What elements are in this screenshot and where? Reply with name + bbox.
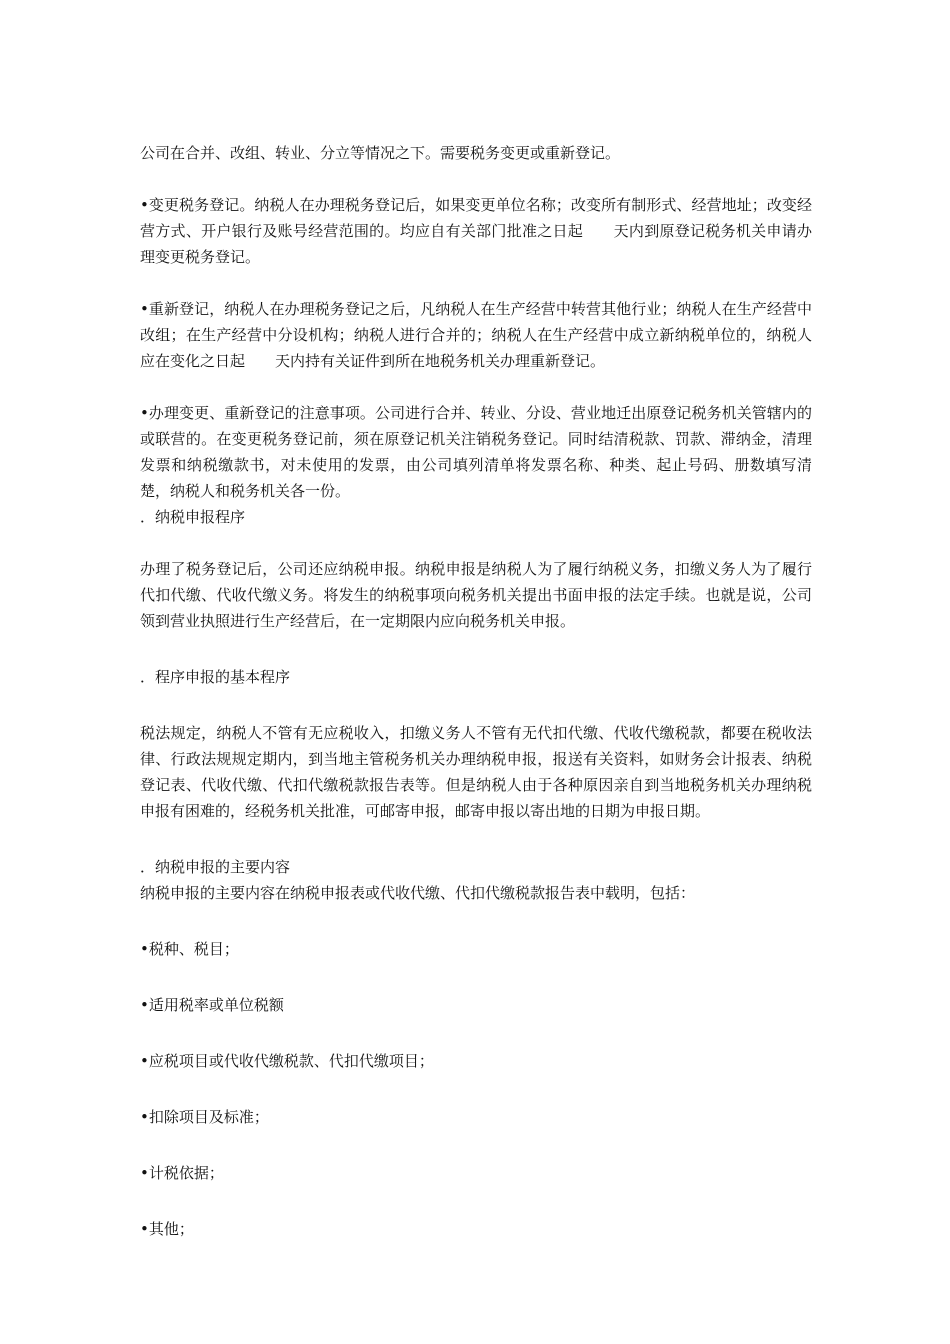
list-item: •适用税率或单位税额 [140, 996, 284, 1014]
paragraph-change-registration: •变更税务登记。纳税人在办理税务登记后，如果变更单位名称；改变所有制形式、经营地址；改变经营方式、开户银行及账号经营范围的。均应自有关部门批准之日起 天内到原登记税务机关申请办理变更税务登记。 [140, 196, 812, 266]
list-item: •税种、税目； [140, 940, 239, 958]
heading-main-content: ．纳税申报的主要内容 [140, 858, 291, 876]
paragraph-intro: 公司在合并、改组、转业、分立等情况之下。需要税务变更或重新登记。 [140, 144, 621, 162]
paragraph-re-registration: •重新登记，纳税人在办理税务登记之后，凡纳税人在生产经营中转营其他行业；纳税人在生产经营中改组；在生产经营中分设机构；纳税人进行合并的；纳税人在生产经营中成立新纳税单位的，纳税人应在变化之日起 天内持有关证件到所在地税务机关办理重新登记。 [140, 300, 812, 370]
paragraph-notes: •办理变更、重新登记的注意事项。公司进行合并、转业、分设、营业地迁出原登记税务机关管辖内的或联营的。在变更税务登记前，须在原登记机关注销税务登记。同时结清税款、罚款、滞纳金，清理发票和纳税缴款书，对未使用的发票，由公司填列清单将发票名称、种类、起止号码、册数填写清楚，纳税人和税务机关各一份。 [140, 404, 812, 500]
heading-declaration-procedure: ．纳税申报程序 [140, 508, 246, 526]
paragraph-basic-procedure: 税法规定，纳税人不管有无应税收入，扣缴义务人不管有无代扣代缴、代收代缴税款，都要在税收法律、行政法规规定期内，到当地主管税务机关办理纳税申报，报送有关资料，如财务会计报表、纳税登记表、代收代缴、代扣代缴税款报告表等。但是纳税人由于各种原因亲自到当地税务机关办理纳税申报有困难的，经税务机关批准，可邮寄申报，邮寄申报以寄出地的日期为申报日期。 [140, 724, 812, 820]
paragraph-declaration: 办理了税务登记后，公司还应纳税申报。纳税申报是纳税人为了履行纳税义务，扣缴义务人为了履行代扣代缴、代收代缴义务。将发生的纳税事项向税务机关提出书面申报的法定手续。也就是说，公司领到营业执照进行生产经营后，在一定期限内应向税务机关申报。 [140, 560, 812, 630]
document-page [140, 140, 812, 1242]
content-list [140, 936, 812, 1242]
list-item: •扣除项目及标准； [140, 1108, 269, 1126]
list-item: •其他； [140, 1220, 194, 1238]
list-item: •应税项目或代收代缴税款、代扣代缴项目； [140, 1052, 434, 1070]
list-item: •计税依据； [140, 1164, 224, 1182]
heading-basic-procedure: ．程序申报的基本程序 [140, 668, 291, 686]
paragraph-main-content: 纳税申报的主要内容在纳税申报表或代收代缴、代扣代缴税款报告表中载明，包括： [140, 884, 696, 902]
